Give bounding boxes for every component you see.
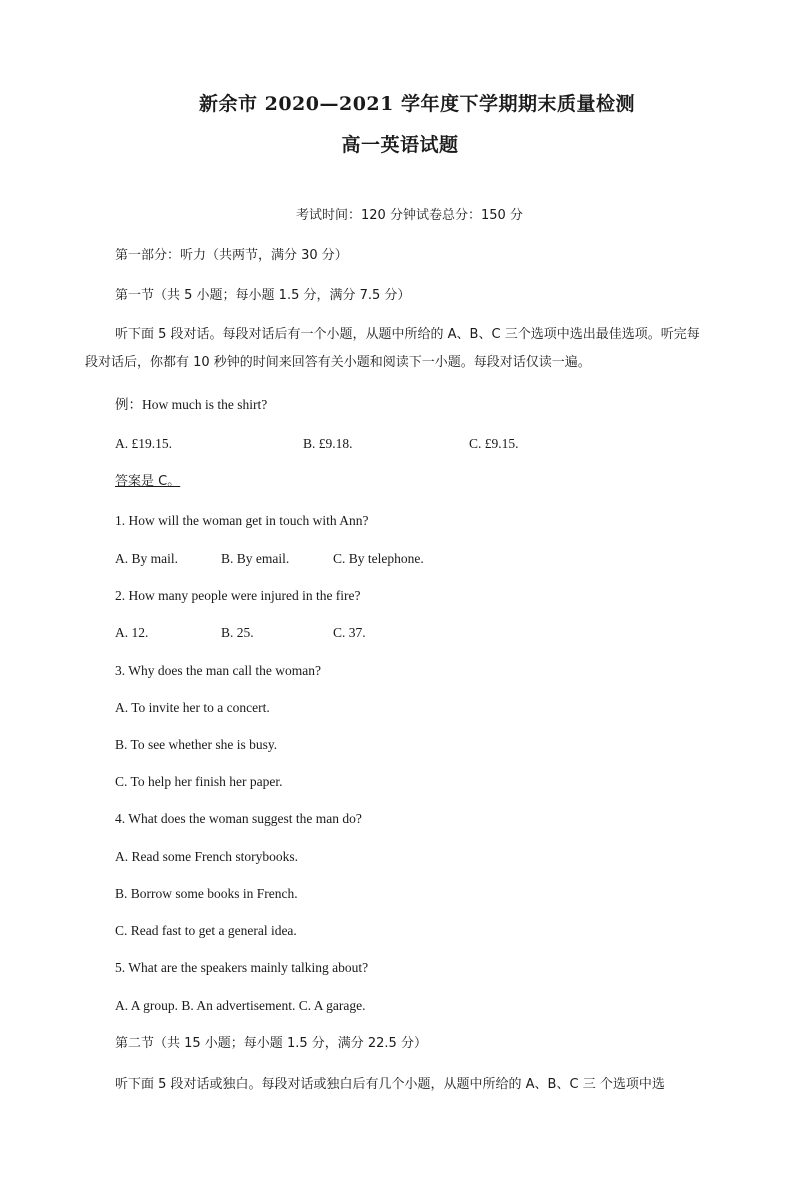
question-5: 5. What are the speakers mainly talking about? xyxy=(115,960,369,975)
question-1: 1. How will the woman get in touch with Ann? xyxy=(115,513,369,528)
q2-option-a: A. 12. xyxy=(115,625,149,640)
exam-subtitle: 高一英语试题 xyxy=(341,134,459,156)
q3-option-b: B. To see whether she is busy. xyxy=(115,737,278,752)
q2-option-c: C. 37. xyxy=(333,625,366,640)
section2-heading: 第二节（共 15 小题；每小题 1.5 分，满分 22.5 分） xyxy=(115,1036,427,1051)
example-answer: 答案是 C。 xyxy=(115,474,181,489)
exam-title: 新余市 2020—2021 学年度下学期期末质量检测 xyxy=(199,93,635,115)
question-2: 2. How many people were injured in the fire? xyxy=(115,588,361,603)
q4-option-c: C. Read fast to get a general idea. xyxy=(115,923,297,938)
section1-instructions: 听下面 5 段对话。每段对话后有一个小题，从题中所给的 A、B、C 三个选项中选出最佳选项。听完每段对话后，你都有 10 秒钟的时间来回答有关小题和阅读下一小题。每段对话仅读一遍。 xyxy=(85,327,700,370)
example-option-b: B. £9.18. xyxy=(303,436,353,451)
q1-option-c: C. By telephone. xyxy=(333,551,424,566)
q4-option-b: B. Borrow some books in French. xyxy=(115,886,298,901)
example-option-a: A. £19.15. xyxy=(115,436,172,451)
q3-option-c: C. To help her finish her paper. xyxy=(115,774,283,789)
exam-info: 考试时间：120 分钟试卷总分：150 分 xyxy=(296,208,523,223)
part1-heading: 第一部分：听力（共两节，满分 30 分） xyxy=(115,248,348,263)
section2-instructions: 听下面 5 段对话或独白。每段对话或独白后有几个小题，从题中所给的 A、B、C 三 个选项中选 xyxy=(115,1077,665,1092)
q3-option-a: A. To invite her to a concert. xyxy=(115,700,270,715)
question-4: 4. What does the woman suggest the man do? xyxy=(115,811,362,826)
q4-option-a: A. Read some French storybooks. xyxy=(115,849,298,864)
q1-option-b: B. By email. xyxy=(221,551,290,566)
example-option-c: C. £9.15. xyxy=(469,436,519,451)
q2-option-b: B. 25. xyxy=(221,625,254,640)
section1-heading: 第一节（共 5 小题；每小题 1.5 分，满分 7.5 分） xyxy=(115,288,411,303)
q1-option-a: A. By mail. xyxy=(115,551,178,566)
q5-options: A. A group. B. An advertisement. C. A garage. xyxy=(115,998,366,1013)
question-3: 3. Why does the man call the woman? xyxy=(115,663,321,678)
example-question: 例：How much is the shirt? xyxy=(115,397,268,412)
